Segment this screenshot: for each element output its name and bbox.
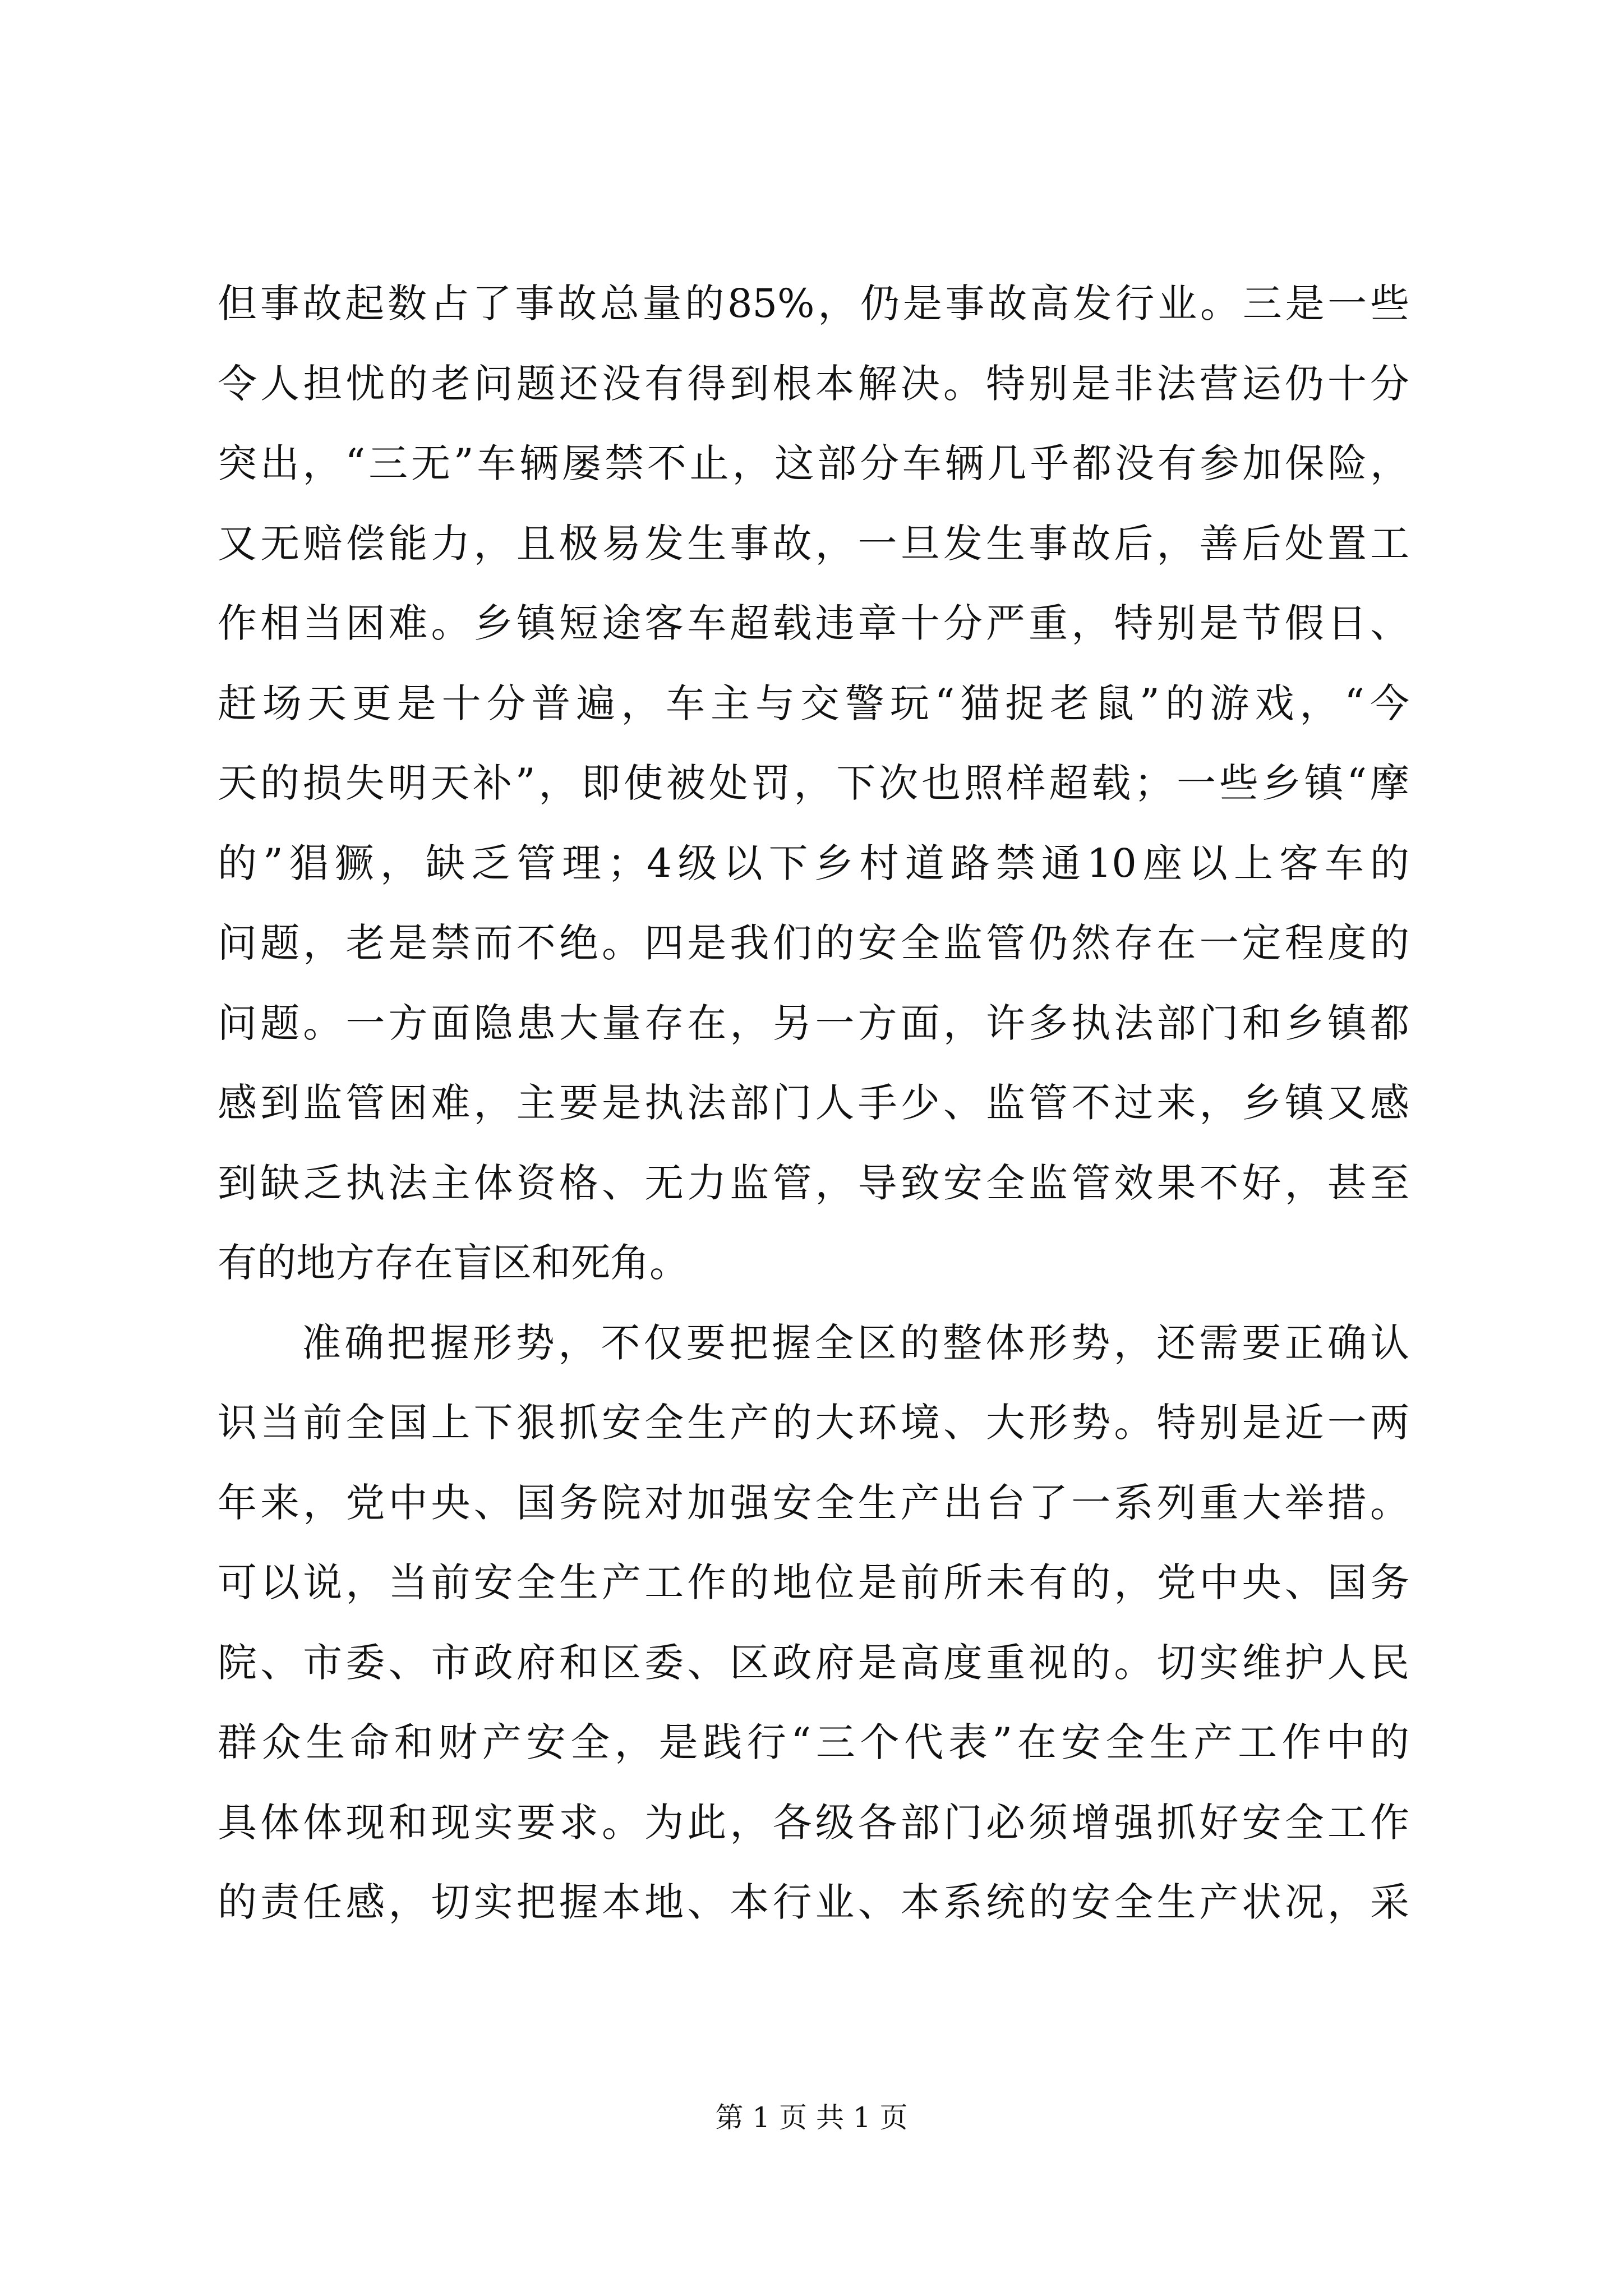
paragraph-2	[218, 1303, 1409, 1943]
text-line: 年来，党中央、国务院对加强安全生产出台了一系列重大举措。	[218, 1479, 1409, 1526]
text-line: 的责任感，切实把握本地、本行业、本系统的安全生产状况，采	[218, 1879, 1409, 1925]
text-line: 作相当困难。乡镇短途客车超载违章十分严重，特别是节假日、	[218, 600, 1409, 646]
text-line: 可以说，当前安全生产工作的地位是前所未有的，党中央、国务	[218, 1559, 1409, 1605]
text-line: 具体体现和现实要求。为此，各级各部门必须增强抓好安全工作	[218, 1799, 1409, 1846]
text-line: 令人担忧的老问题还没有得到根本解决。特别是非法营运仍十分	[218, 360, 1409, 407]
text-line: 识当前全国上下狠抓安全生产的大环境、大形势。特别是近一两	[218, 1400, 1409, 1446]
text-line: 群众生命和财产安全，是践行“三个代表”在安全生产工作中的	[218, 1719, 1409, 1765]
text-line: 但事故起数占了事故总量的85%，仍是事故高发行业。三是一些	[218, 280, 1409, 326]
text-line: 的”猖獗，缺乏管理；4级以下乡村道路禁通10座以上客车的	[218, 840, 1409, 886]
text-line: 院、市委、市政府和区委、区政府是高度重视的。切实维护人民	[218, 1639, 1409, 1686]
paragraph-1	[218, 264, 1409, 1303]
document-body	[218, 264, 1409, 1943]
text-line: 到缺乏执法主体资格、无力监管，导致安全监管效果不好，甚至	[218, 1159, 1409, 1206]
page-number-label: 第 1 页 共 1 页	[715, 2101, 908, 2134]
text-line: 有的地方存在盲区和死角。	[218, 1240, 689, 1286]
text-line: 问题。一方面隐患大量存在，另一方面，许多执法部门和乡镇都	[218, 1000, 1409, 1046]
page-footer	[0, 2098, 1623, 2137]
text-line: 准确把握形势，不仅要把握全区的整体形势，还需要正确认	[302, 1319, 1409, 1366]
text-line: 感到监管困难，主要是执法部门人手少、监管不过来，乡镇又感	[218, 1080, 1409, 1126]
text-line: 突出，“三无”车辆屡禁不止，这部分车辆几乎都没有参加保险，	[218, 440, 1409, 486]
text-line: 天的损失明天补”，即使被处罚，下次也照样超载；一些乡镇“摩	[218, 760, 1409, 806]
text-line: 问题，老是禁而不绝。四是我们的安全监管仍然存在一定程度的	[218, 920, 1409, 966]
text-line: 又无赔偿能力，且极易发生事故，一旦发生事故后，善后处置工	[218, 520, 1409, 567]
text-line: 赶场天更是十分普遍，车主与交警玩“猫捉老鼠”的游戏，“今	[218, 680, 1409, 726]
